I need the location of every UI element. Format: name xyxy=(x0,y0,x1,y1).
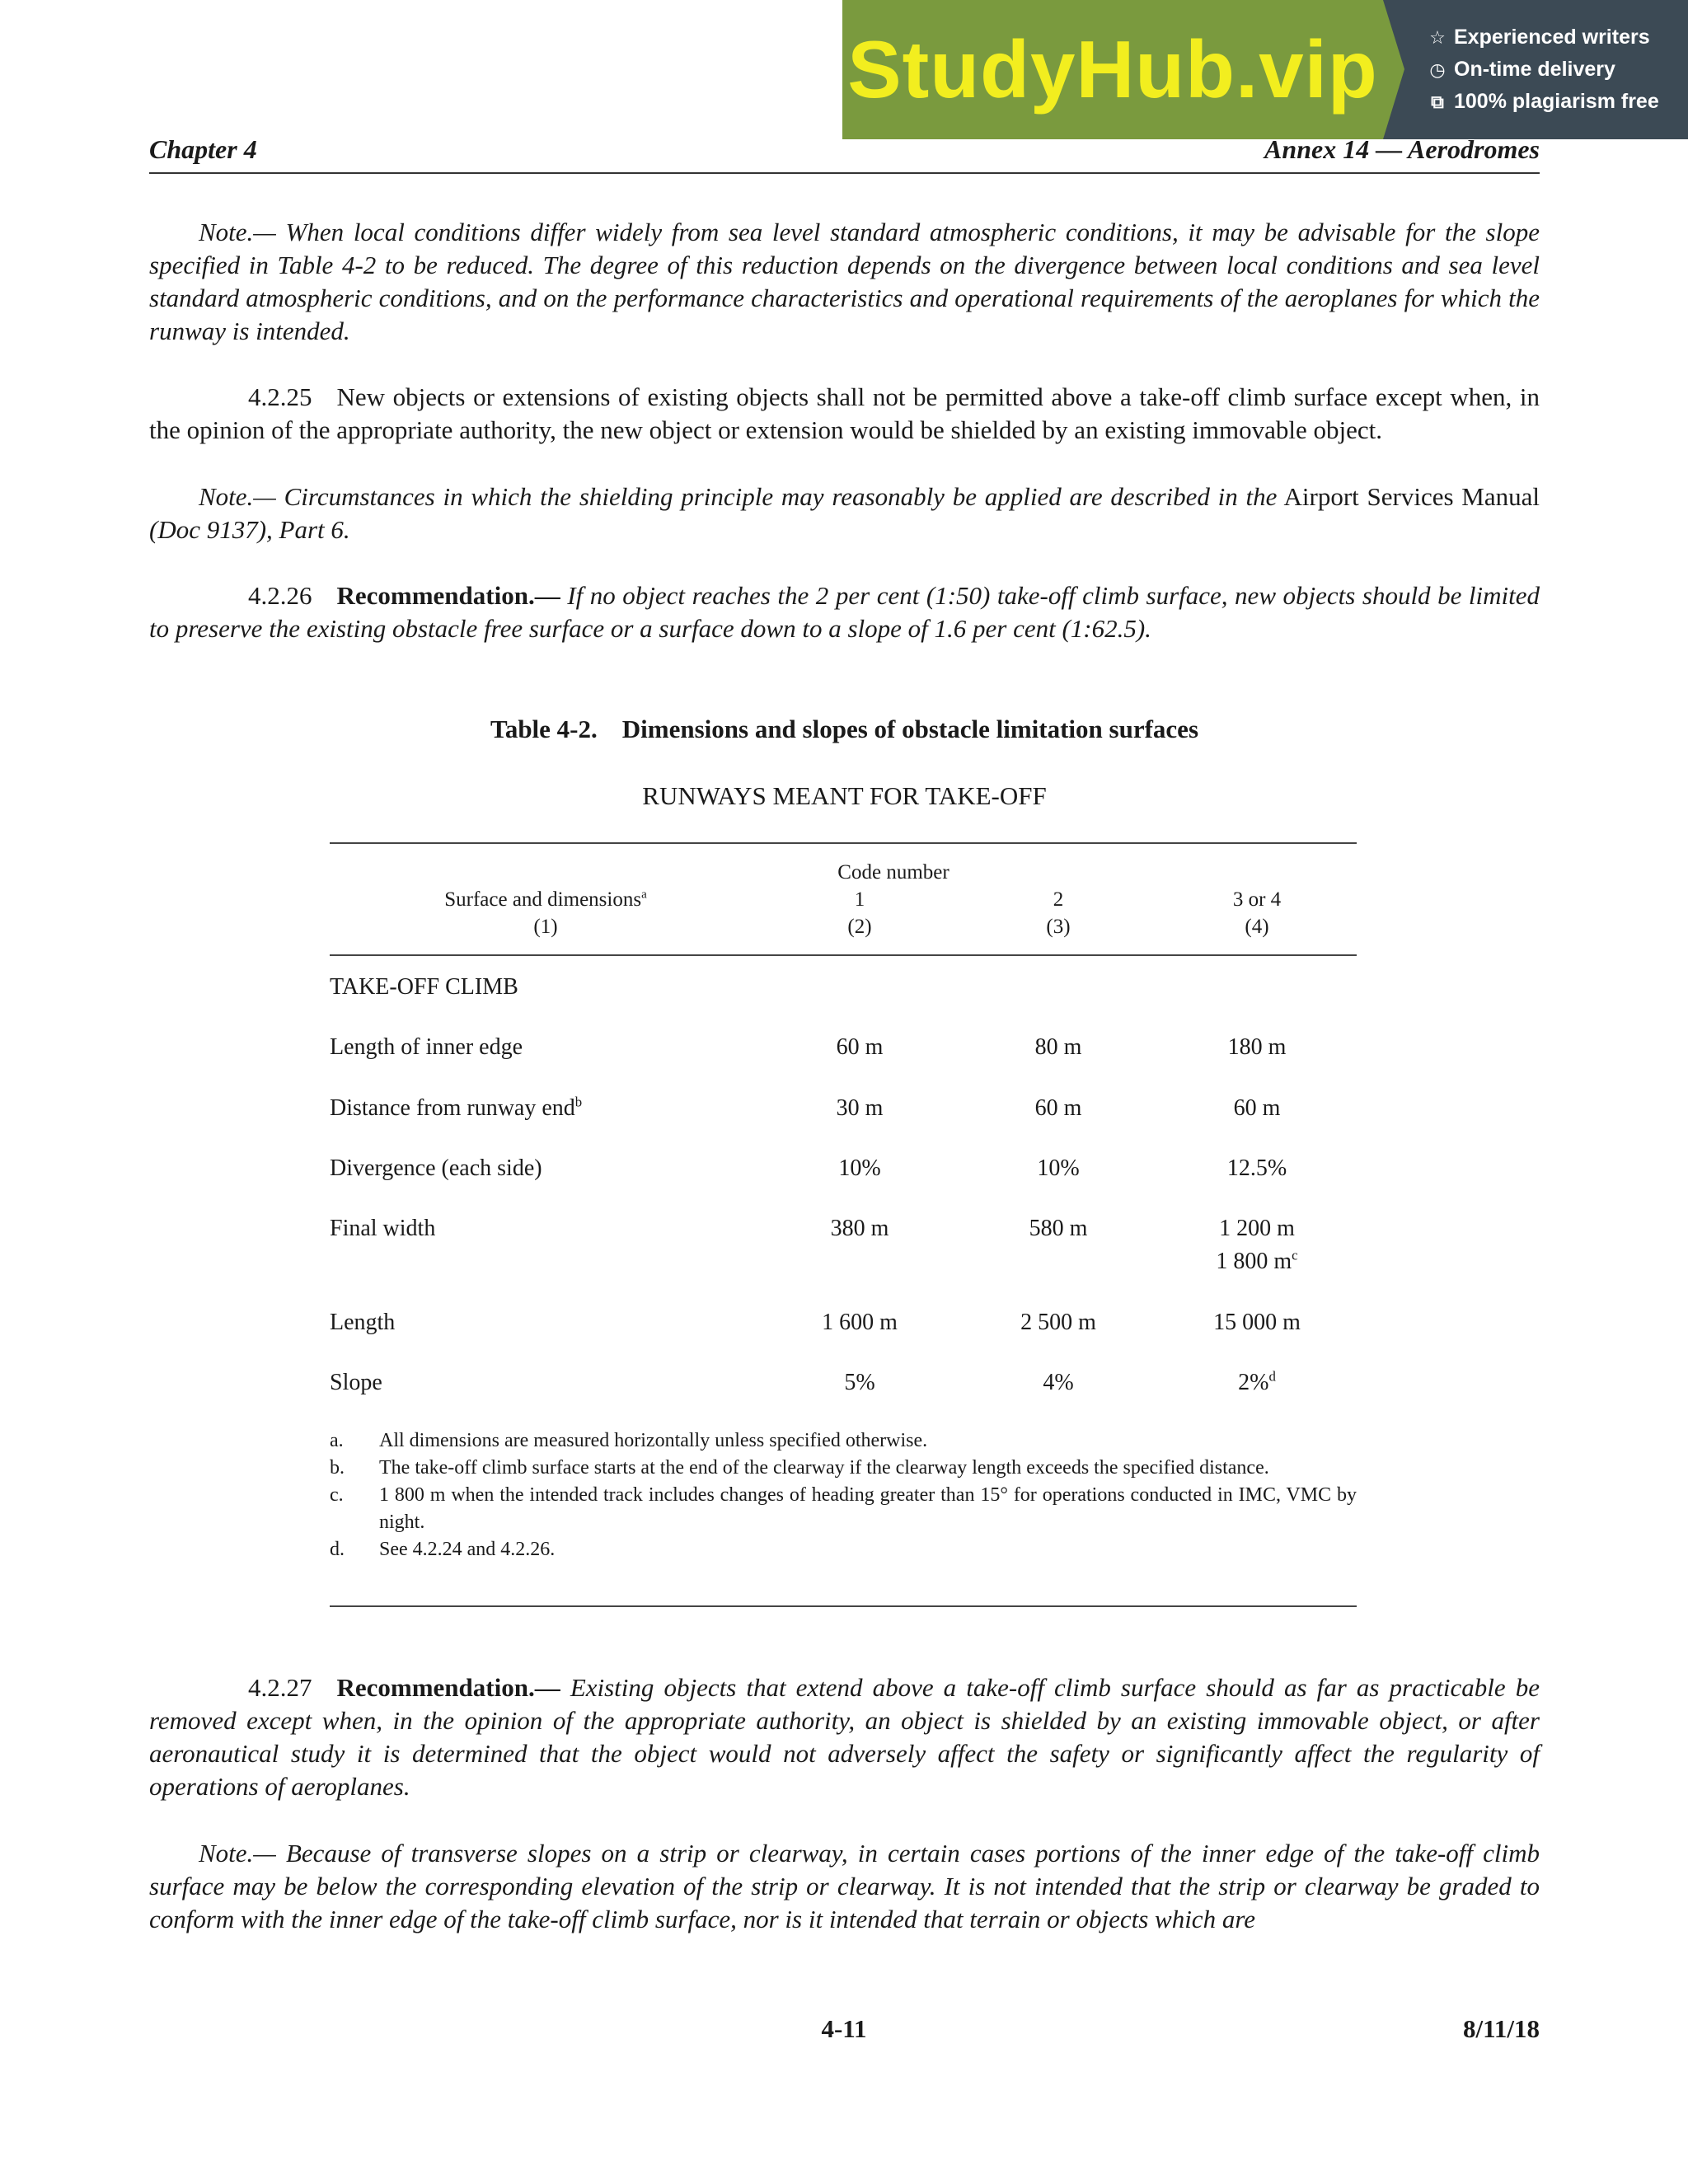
clause-text: If no object reaches the 2 per cent (1:50) take-off climb surface, new objects should be limited to preserve the existing obstacle free surface or a surface down to a slope of 1.6 per cent (1:62.5). xyxy=(149,581,1540,643)
doc-reference: (Doc 9137), Part 6. xyxy=(149,515,350,544)
clause-4-2-27 xyxy=(149,1671,1540,1803)
table-number: Table 4-2. xyxy=(490,715,598,743)
table-caption: Dimensions and slopes of obstacle limitation surfaces xyxy=(621,715,1199,743)
cell-code-3-4: 1 200 m xyxy=(1219,1216,1295,1241)
running-header xyxy=(149,134,1540,174)
cell-code-3-4: 180 m xyxy=(1227,1034,1287,1060)
col-header-3-num: (3) xyxy=(1046,916,1071,938)
clause-4-2-25 xyxy=(149,381,1540,447)
amendment-date: 8/11/18 xyxy=(1462,2014,1540,2043)
row-label: Distance from runway end$^b$ xyxy=(330,1094,583,1121)
cell-code-3-4: 60 m xyxy=(1233,1095,1281,1121)
ad-banner[interactable] xyxy=(842,0,1688,139)
note-paragraph xyxy=(149,480,1540,546)
chapter-title: Chapter 4 xyxy=(149,134,257,164)
banner-arrow-shape xyxy=(1383,0,1404,139)
cell-code-3-4: 15 000 m xyxy=(1213,1310,1301,1335)
banner-features xyxy=(1383,0,1688,139)
footnote: d. See 4.2.24 and 4.2.26. xyxy=(330,1539,556,1560)
cell-code-2: 10% xyxy=(1037,1155,1080,1181)
clause-text: New objects or extensions of existing objects shall not be permitted above a take-off climb surface except when, in the opinion of the appropriate authority, the new object or extension would be shielded by an existing immovable object. xyxy=(149,382,1540,444)
page-number: 4-11 xyxy=(821,2014,867,2043)
footnote: b. The take-off climb surface starts at the end of the clearway if the clearway length exceeds the specified distance. xyxy=(330,1457,1269,1479)
cell-code-2: 80 m xyxy=(1034,1034,1082,1060)
feature-item xyxy=(1428,90,1688,114)
table-subtitle: RUNWAYS MEANT FOR TAKE-OFF xyxy=(642,781,1047,810)
feature-label: 100% plagiarism free xyxy=(1454,90,1659,113)
feature-label: Experienced writers xyxy=(1454,26,1650,49)
document-title: Annex 14 — Aerodromes xyxy=(1264,134,1540,164)
row-label: Length xyxy=(330,1310,396,1335)
cell-code-2: 60 m xyxy=(1034,1095,1082,1121)
col-header-4-num: (4) xyxy=(1245,916,1269,938)
cell-code-3-4: 12.5% xyxy=(1226,1155,1287,1181)
brand-logo[interactable] xyxy=(842,0,1383,139)
clause-number: 4.2.27 xyxy=(248,1673,312,1702)
cell-code-2: 4% xyxy=(1043,1370,1074,1395)
clause-4-2-26 xyxy=(149,579,1540,645)
footnote: a. All dimensions are measured horizontally unless specified otherwise. xyxy=(330,1430,928,1451)
copy-icon: ⧉ xyxy=(1431,91,1444,112)
table-footnotes xyxy=(330,1427,1357,1563)
feature-label: On-time delivery xyxy=(1454,58,1615,81)
col-header-3: 2 xyxy=(1053,888,1064,911)
table-top-rule xyxy=(330,842,1357,844)
cell-code-1: 60 m xyxy=(836,1034,884,1060)
note-paragraph: Note.— When local conditions differ widely from sea level standard atmospheric conditions, it may be advisable for the slope specified in Table 4-2 to be reduced. The degree of this reduction depends on the divergence between local conditions and sea level standard atmospheric conditions, and on the performance characteristics and operational requirements of the aeroplanes for which the runway is intended. xyxy=(149,218,1540,345)
cell-code-1: 10% xyxy=(838,1155,881,1181)
cell-code-3-4-alt: 1 800 $m^c$ xyxy=(1216,1247,1298,1274)
col-header-2-num: (2) xyxy=(847,916,872,938)
cell-code-1: 30 m xyxy=(836,1095,884,1121)
clause-text: Existing objects that extend above a take-off climb surface should as far as practicable be removed except when, in the opinion of the appropriate authority, an object is shielded by an existing immovable object, or after aeronautical study it is determined that the object would not adversely affect the safety or significantly affect the regularity of operations of aeroplanes. xyxy=(149,1673,1540,1801)
col-header-2: 1 xyxy=(854,888,865,911)
col-header-1: Surface and dimensions$^a$ xyxy=(444,888,647,911)
cell-code-2: 580 m xyxy=(1029,1216,1088,1241)
star-icon: ☆ xyxy=(1429,26,1446,48)
header-rule xyxy=(330,954,1357,956)
clock-icon: ◷ xyxy=(1429,59,1446,80)
recommendation-label: Recommendation.— xyxy=(336,1673,560,1702)
note-paragraph: Note.— Because of transverse slopes on a strip or clearway, in certain cases portions of the inner edge of the take-off climb surface may be below the corresponding elevation of the strip or clearway. It is not intended that the strip or clearway be graded to conform with the inner edge of the take-off climb surface, nor is it intended that terrain or objects which are xyxy=(149,1839,1540,1933)
clause-number: 4.2.26 xyxy=(248,581,312,610)
row-label: Divergence (each side) xyxy=(330,1155,542,1181)
cell-code-1: 5% xyxy=(844,1370,875,1395)
col-header-4: 3 or 4 xyxy=(1232,888,1282,911)
clause-number: 4.2.25 xyxy=(248,382,312,411)
table-bottom-rule xyxy=(330,1605,1357,1607)
cell-code-1: 1 600 m xyxy=(822,1310,898,1335)
feature-item xyxy=(1428,58,1688,82)
row-label: Final width xyxy=(330,1216,436,1241)
brand-name: StudyHub.vip xyxy=(847,24,1378,115)
cell-code-1: 380 m xyxy=(830,1216,889,1241)
cell-code-2: 2 500 m xyxy=(1020,1310,1096,1335)
manual-title: Airport Services Manual xyxy=(1283,482,1540,511)
group-header: Code number xyxy=(837,861,950,883)
recommendation-label: Recommendation.— xyxy=(336,581,560,610)
table-title xyxy=(149,715,1540,744)
footnote: c. 1 800 m when the intended track includes changes of heading greater than 15° for operations conducted in IMC, VMC by night. xyxy=(330,1484,1357,1533)
section-label: TAKE-OFF CLIMB xyxy=(330,974,518,1000)
col-header-1-num: (1) xyxy=(533,916,558,938)
note-text: Note.— Circumstances in which the shielding principle may reasonably be applied are described in the xyxy=(199,482,1278,511)
row-label: Length of inner edge xyxy=(330,1034,523,1060)
row-label: Slope xyxy=(330,1370,382,1395)
feature-item xyxy=(1428,26,1688,49)
cell-code-3-4: 2%$^d$ xyxy=(1238,1368,1276,1395)
